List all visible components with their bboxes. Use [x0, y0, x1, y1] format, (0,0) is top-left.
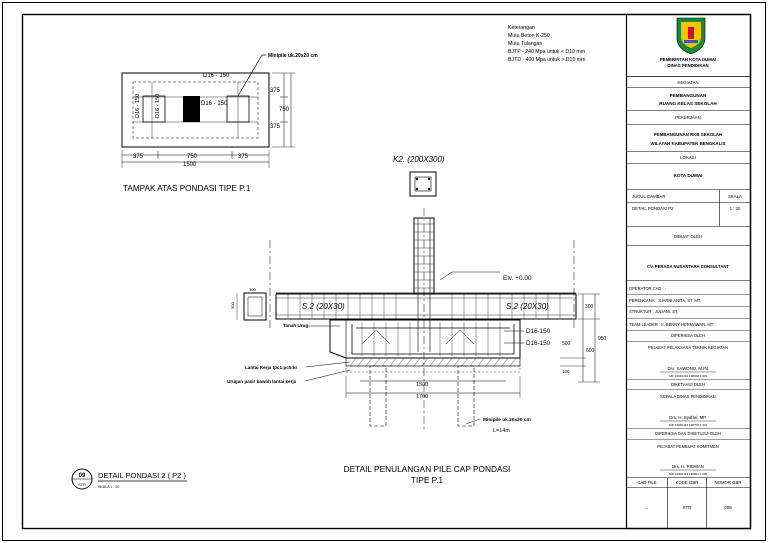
dim-300: 300: [585, 304, 594, 310]
dim-bot-2: 750: [187, 154, 198, 160]
plan-view: [122, 53, 318, 193]
dim-bot-3: 375: [238, 154, 249, 160]
signer-1: Drs. SAWONO, M.Pd: [667, 366, 709, 371]
dim-bot-total: 1500: [183, 162, 197, 168]
skala-value: 1 : 20: [729, 206, 741, 211]
leader-line: [306, 362, 350, 367]
pekerjaan-label: PEKERJAAN: [675, 115, 701, 120]
operator-cad: OPERATOR CAD : -: [629, 286, 667, 291]
val-kode-gbr: STR: [682, 505, 692, 510]
signer-3: Drs. H. RIDWAN: [672, 464, 704, 469]
val-cad-file: -: [646, 506, 648, 512]
agency-2: DINAS PENDIDIKAN: [667, 63, 709, 68]
judul-value: DETAIL PONDASI P2: [632, 206, 674, 211]
bar-label-vert-1: D16 - 150: [135, 93, 141, 118]
dim-500: 500: [562, 341, 571, 347]
pile-cap-ties: [362, 322, 500, 356]
minipile-callout: Minipile uk.20x20 cm: [268, 53, 318, 59]
pile-cap-inner: [346, 320, 520, 358]
bar-label-2: D16-150: [526, 340, 551, 347]
plan-title: TAMPAK ATAS PONDASI TIPE P.1: [123, 184, 251, 193]
notes-heading: Keterangan: [508, 25, 535, 31]
minipile-right: [458, 366, 474, 426]
kegiatan-1: PEMBANGUNAN: [669, 93, 707, 98]
bar-label-mid: D16 - 150: [201, 101, 228, 107]
col-nomor-gbr: NOMOR GBR: [714, 480, 742, 485]
rebar-dot: [416, 178, 418, 180]
title-block-frame: [627, 15, 751, 529]
section-view: [227, 155, 607, 485]
minipile-left: [143, 93, 165, 122]
sloof-mini-dim-top: 300: [249, 287, 256, 292]
urugan-pasir-label: Urugan pasir bawah lantai kerja: [227, 379, 297, 384]
section-title-2: TIPE P.1: [410, 475, 444, 485]
kepala-label: KEPALA DINAS PENDIDIKAN: [660, 394, 716, 399]
bar-label-vert-2: D16 - 150: [155, 93, 161, 118]
leader-line: [305, 370, 350, 381]
detail-tag-sub: STR: [78, 482, 86, 487]
notes-line-4: BJTD - 400 Mpa untuk > D10 mm: [508, 57, 586, 63]
dim-right-1: 375: [270, 88, 281, 94]
dim-100: 100: [562, 369, 570, 374]
detail-tag-title: DETAIL PONDASI 2 ( P2 ): [98, 471, 186, 480]
skala-label: SKALA: [728, 194, 742, 199]
section-title-1: DETAIL PENULANGAN PILE CAP PONDASI: [343, 464, 511, 474]
column-label: K2. (200X300): [393, 155, 445, 164]
sloof-mini-stirrup: [248, 297, 262, 316]
rebar-dot: [416, 188, 418, 190]
minipile-label: Minipile uk.20x20 cm: [483, 418, 531, 423]
dim-600: 600: [586, 348, 595, 354]
pile-cap-rebar-bottom: [352, 324, 514, 354]
elevation-label: Elv. +0.00: [503, 275, 532, 282]
elv-leader: [440, 272, 500, 280]
column-mini-section: [410, 172, 436, 196]
leader-line: [466, 419, 480, 424]
dim-1700: 1700: [416, 394, 429, 400]
minipile-left: [370, 366, 386, 426]
col-cad-file: CAD FILE: [637, 480, 657, 485]
pekerjaan-2: WILAYAH KABUPATEN BENGKALIS: [650, 141, 726, 146]
col-kode-gbr: KODE GBR: [675, 480, 699, 485]
notes-line-1: Mutu Beton K-250: [508, 33, 550, 39]
diperiksa-label: DIPERIKSA OLEH: [671, 333, 705, 338]
pekerjaan-1: PEMBANGUNAN RKB SEKOLAH: [653, 132, 723, 137]
tanah-urug-label: Tanah Urug: [283, 323, 309, 328]
inner-border: [23, 15, 751, 529]
lantai-kerja-label: Lantai Kerja tpc1:pc5:kr: [245, 365, 298, 370]
diperiksa-2-label: DIPERIKSA DAN DISETUJUI OLEH: [655, 431, 721, 436]
judul-label: JUDUL GAMBAR: [632, 194, 666, 199]
bar-label-top: D16 - 150: [203, 73, 230, 79]
perencana: PERENCANA : JUARNI ANITA, ST. MT.: [629, 298, 702, 303]
title-block: [627, 15, 751, 529]
dim-1500: 1500: [416, 382, 429, 388]
city-emblem-icon: [677, 18, 705, 54]
notes-line-2: Mutu Tulangan: [508, 41, 543, 47]
lean-concrete-hatch: [350, 358, 516, 366]
rebar-dot: [428, 178, 430, 180]
dibuat-label: DIBUAT OLEH: [673, 234, 703, 239]
notes-block: [508, 25, 585, 63]
dim-right-3: 375: [270, 124, 281, 130]
dim-right-2: 750: [279, 107, 290, 113]
pile-cap: [330, 320, 520, 358]
detail-tag: [72, 469, 187, 489]
pejabat-teknik: PEJABAT PELAKSANA TEKNIK KEGIATAN: [647, 345, 729, 350]
pejabat-komitmen: PEJABAT PEMBUAT KOMITMEN: [657, 444, 719, 449]
leader-line: [238, 55, 262, 96]
column-section: [183, 96, 200, 122]
nip-3: NIP. 19620113 198801 1 005: [668, 472, 708, 476]
outer-border: [3, 3, 766, 541]
notes-line-3: BJTP - 240 Mpa untuk < D10 mm: [508, 49, 586, 55]
detail-tag-scale: SKALA 1 : 20: [98, 485, 120, 489]
nip-1: NIP. 19610201 198602 1 001: [668, 374, 708, 378]
consultant-name: CV. PERADA NUSANTARA CONSULTANT: [647, 264, 729, 269]
nip-2: NIP. 19660115 198703 1 007: [668, 423, 708, 427]
struktur: STRUKTUR : JULIANI, ST.: [629, 309, 679, 314]
signer-2: Drs. H. Syafari, MP.: [669, 415, 707, 420]
lokasi-label: LOKASI: [680, 155, 696, 160]
team-leader: TEAM LEADER : Ir. BENNY HERMAWAN, MT: [629, 322, 714, 327]
bar-label-1: D16-150: [526, 328, 551, 335]
detail-tag-number: 09: [78, 473, 86, 479]
sand-fill: [346, 366, 520, 372]
pile-length-label: L=14m: [493, 428, 510, 434]
sloof-left-label: S.2 (20X30): [302, 302, 345, 311]
val-nomor-gbr: 008: [724, 505, 732, 510]
kegiatan-label: KEGIATAN: [677, 80, 699, 85]
lokasi-value: KOTA DUMAI: [673, 173, 703, 178]
sloof-right-label: S.2 (20X30): [506, 302, 549, 311]
kegiatan-2: RUANG KELAS SEKOLAH: [659, 101, 717, 106]
sloof-mini-dim: 300: [230, 302, 235, 309]
dim-950: 950: [598, 336, 607, 342]
rebar-dot: [428, 188, 430, 190]
diketahui-label: DIKETAHUI OLEH: [671, 382, 705, 387]
agency-1: PEMERINTAH KOTA DUMAI: [659, 57, 717, 62]
dim-bot-1: 375: [133, 154, 144, 160]
